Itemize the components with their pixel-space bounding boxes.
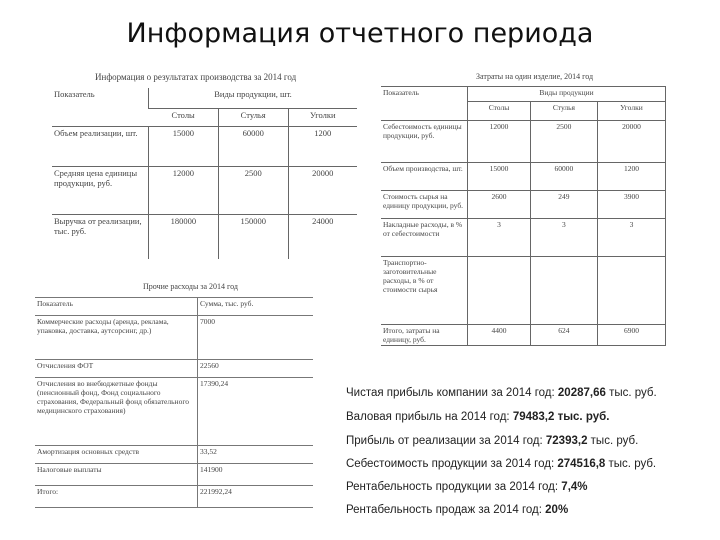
table2-header-group: Виды продукции <box>468 87 666 102</box>
page-title: Информация отчетного периода <box>126 18 594 49</box>
fact-value: 20% <box>545 504 569 516</box>
fact-sales-profit <box>346 435 638 447</box>
table-row <box>52 127 357 167</box>
cell-value: 17390,24 <box>198 378 314 446</box>
fact-unit: тыс. руб. <box>605 387 657 399</box>
fact-label: Рентабельность продукции за 2014 год: <box>346 481 562 493</box>
table-row <box>381 325 666 346</box>
row-label: Амортизация основных средств <box>35 446 198 464</box>
row-label: Итого: <box>35 486 198 508</box>
cell-value: 2600 <box>468 191 531 219</box>
fact-label: Валовая прибыль на 2014 год: <box>346 411 513 423</box>
table-row <box>35 360 313 378</box>
table2-col-header: Стулья <box>530 102 597 121</box>
cell-value <box>597 257 665 325</box>
table2-col-header: Уголки <box>597 102 665 121</box>
table1-col-header: Уголки <box>288 109 357 127</box>
cell-value: 2500 <box>530 121 597 163</box>
table-row <box>381 121 666 163</box>
fact-unit: тыс. руб. <box>605 458 657 470</box>
cell-value: 24000 <box>288 215 357 259</box>
fact-value: 72393,2 <box>545 435 588 447</box>
row-label: Стоимость сырья на единицу продукции, руб. <box>381 191 468 219</box>
cell-value: 15000 <box>149 127 219 167</box>
row-label: Коммерческие расходы (аренда, реклама, упаковка, доставка, аутсорсинг, др.) <box>35 316 198 360</box>
fact-sales-profitability <box>346 504 568 516</box>
cell-value: 221992,24 <box>198 486 314 508</box>
table-row <box>52 215 357 259</box>
table1-header-group: Виды продукции, шт. <box>149 88 358 109</box>
row-label: Накладные расходы, в % от себестоимости <box>381 219 468 257</box>
fact-unit: тыс. руб. <box>587 435 639 447</box>
cell-value: 3 <box>530 219 597 257</box>
table1-header-indicator: Показатель <box>54 89 95 99</box>
table-row <box>52 167 357 215</box>
cell-value: 60000 <box>218 127 288 167</box>
cell-value: 624 <box>530 325 597 346</box>
row-label: Транспортно-заготовительные расходы, в % от стоимости сырья <box>381 257 468 325</box>
fact-value: 79483,2 тыс. руб. <box>512 411 610 423</box>
row-label: Объем производства, шт. <box>381 163 468 191</box>
cell-value: 249 <box>530 191 597 219</box>
row-label: Себестоимость единицы продукции, руб. <box>381 121 468 163</box>
cell-value: 3 <box>597 219 665 257</box>
cell-value: 180000 <box>149 215 219 259</box>
fact-label: Прибыль от реализации за 2014 год: <box>346 435 546 447</box>
cell-value: 20000 <box>597 121 665 163</box>
fact-net-profit <box>346 387 657 399</box>
table2-header-indicator: Показатель <box>381 87 468 121</box>
table-row <box>35 464 313 486</box>
cell-value: 60000 <box>530 163 597 191</box>
row-label: Выручка от реализации, тыс. руб. <box>52 215 149 259</box>
row-label: Налоговые выплаты <box>35 464 198 486</box>
table1-col-header: Столы <box>149 109 219 127</box>
fact-label: Себестоимость продукции за 2014 год: <box>346 458 558 470</box>
table-row <box>381 163 666 191</box>
fact-gross-profit <box>346 411 609 423</box>
fact-label: Чистая прибыль компании за 2014 год: <box>346 387 558 399</box>
fact-label: Рентабельность продаж за 2014 год: <box>346 504 546 516</box>
cell-value: 33,52 <box>198 446 314 464</box>
fact-value: 20287,66 <box>557 387 606 399</box>
table2-caption: Затраты на один изделие, 2014 год <box>476 72 594 81</box>
table2-col-header: Столы <box>468 102 531 121</box>
table-row <box>381 257 666 325</box>
cell-value: 6900 <box>597 325 665 346</box>
cell-value: 2500 <box>218 167 288 215</box>
cell-value: 1200 <box>597 163 665 191</box>
fact-value: 274516,8 <box>557 458 606 470</box>
table3-header-indicator: Показатель <box>35 298 198 316</box>
table3-caption: Прочие расходы за 2014 год <box>143 282 238 291</box>
row-label: Отчисления во внебюджетные фонды (пенсионный фонд, Фонд социального страхования, Федеральный фонд обязательного медицинского страхования) <box>35 378 198 446</box>
cell-value: 141900 <box>198 464 314 486</box>
cell-value: 22560 <box>198 360 314 378</box>
row-label: Итого, затраты на единицу, руб. <box>381 325 468 346</box>
fact-product-profitability <box>346 481 588 493</box>
cell-value: 12000 <box>149 167 219 215</box>
cell-value: 12000 <box>468 121 531 163</box>
costs-table <box>381 86 666 346</box>
cell-value: 3 <box>468 219 531 257</box>
other-expenses-table <box>35 297 313 508</box>
row-label: Объем реализации, шт. <box>52 127 149 167</box>
cell-value: 20000 <box>288 167 357 215</box>
cell-value: 3900 <box>597 191 665 219</box>
table1-col-header: Стулья <box>218 109 288 127</box>
cell-value: 15000 <box>468 163 531 191</box>
table-row <box>35 378 313 446</box>
table3-header-sum: Сумма, тыс. руб. <box>198 298 314 316</box>
cell-value: 4400 <box>468 325 531 346</box>
fact-cost-of-production <box>346 458 656 470</box>
table-row <box>35 486 313 508</box>
cell-value: 7000 <box>198 316 314 360</box>
cell-value <box>468 257 531 325</box>
production-table <box>52 88 357 259</box>
table-row <box>35 446 313 464</box>
cell-value: 1200 <box>288 127 357 167</box>
row-label: Средняя цена единицы продукции, руб. <box>52 167 149 215</box>
table-row <box>381 219 666 257</box>
table1-caption: Информация о результатах производства за 2014 год <box>95 72 297 82</box>
table-row <box>35 316 313 360</box>
cell-value: 150000 <box>218 215 288 259</box>
fact-value: 7,4% <box>561 481 588 493</box>
cell-value <box>530 257 597 325</box>
table-row <box>381 191 666 219</box>
row-label: Отчисления ФОТ <box>35 360 198 378</box>
